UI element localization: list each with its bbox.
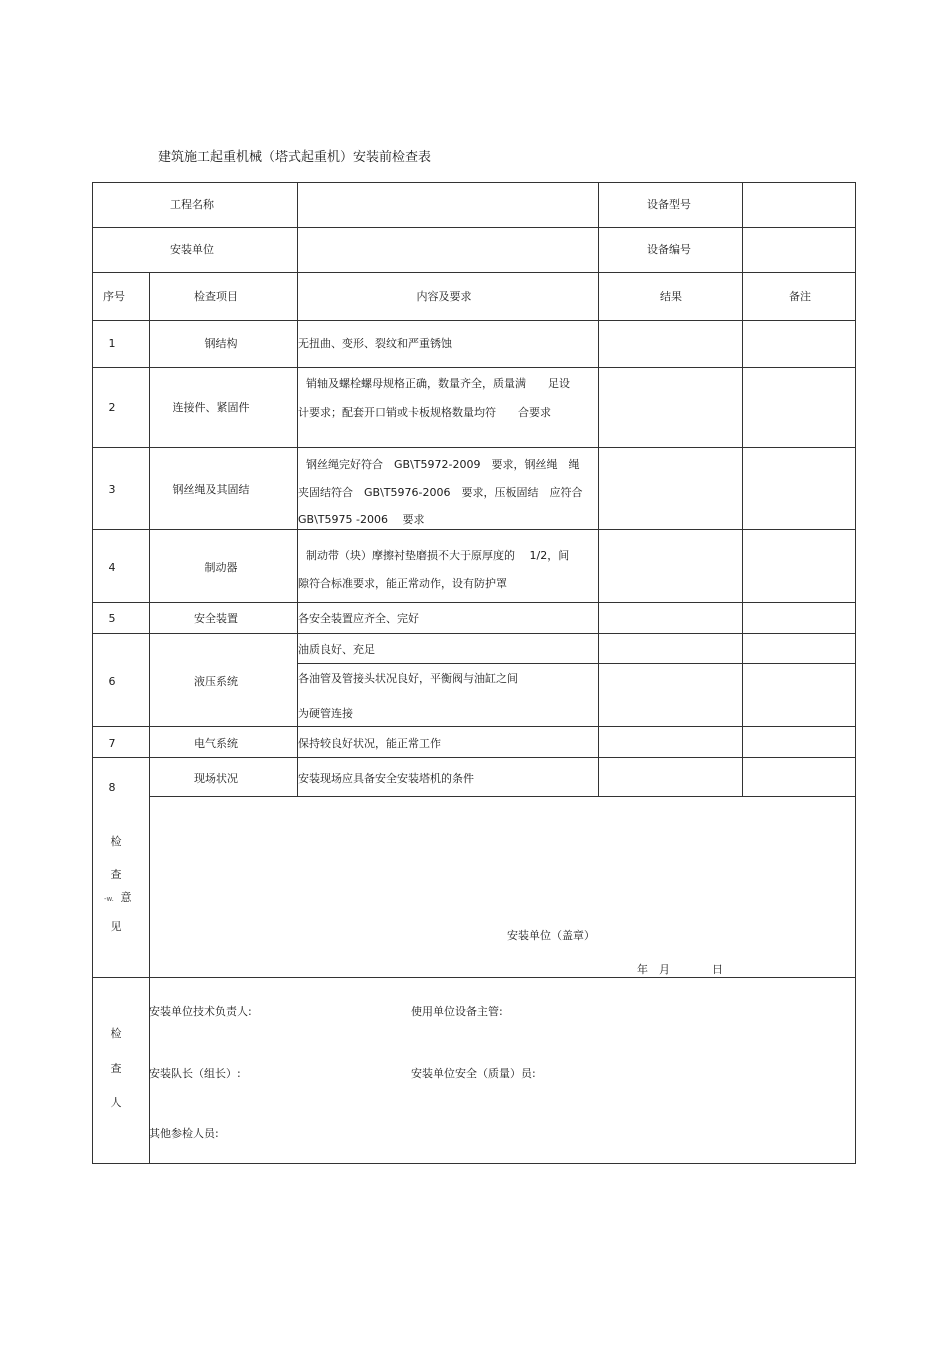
row-3-content-line-2: 夹固结符合 GB\T5976-2006 要求，压板固结 应符合 bbox=[298, 486, 583, 499]
row-7-content-line-1: 保持较良好状况，能正常工作 bbox=[298, 737, 441, 750]
row-6-content-line-1: 油质良好、充足 bbox=[298, 643, 375, 656]
rule-row8 bbox=[149, 796, 856, 797]
row-5-content-line-1: 各安全装置应齐全、完好 bbox=[298, 612, 419, 625]
date-year-month: 年 月 bbox=[637, 963, 670, 976]
install-unit-label: 安装单位 bbox=[170, 243, 214, 256]
col-header-no: 序号 bbox=[103, 290, 125, 303]
safety-officer-field: 安装单位安全（质量）员: bbox=[411, 1067, 536, 1080]
opinion-label-char-4: 见 bbox=[110, 920, 122, 933]
other-inspectors-field: 其他参检人员: bbox=[149, 1127, 219, 1140]
row-7-item: 电气系统 bbox=[194, 737, 238, 750]
col-header-content: 内容及要求 bbox=[416, 290, 472, 303]
col-header-remark: 备注 bbox=[789, 290, 811, 303]
row-7-no: 7 bbox=[108, 737, 116, 750]
row-5-item: 安全装置 bbox=[194, 612, 238, 625]
rule-opinion bbox=[92, 977, 856, 978]
user-equipment-manager-field: 使用单位设备主管: bbox=[411, 1005, 503, 1018]
row-3-content-line-1: 钢丝绳完好符合 GB\T5972-2009 要求，钢丝绳 绳 bbox=[306, 458, 580, 471]
row-2-content-line-1: 销轴及螺栓螺母规格正确，数量齐全，质量满 足设 bbox=[306, 377, 570, 390]
col-rule-1 bbox=[149, 272, 150, 1164]
row-3-item: 钢丝绳及其固结 bbox=[172, 483, 250, 496]
row-5-no: 5 bbox=[108, 612, 116, 625]
rule-row6-inner bbox=[297, 663, 856, 664]
col-rule-3 bbox=[598, 182, 599, 796]
project-name-label: 工程名称 bbox=[170, 198, 214, 211]
team-leader-field: 安装队长（组长）: bbox=[149, 1067, 241, 1080]
date-day: 日 bbox=[712, 963, 723, 976]
stamp-text: 安装单位（盖章） bbox=[507, 929, 595, 942]
row-8-item: 现场状况 bbox=[194, 772, 238, 785]
row-4-content-line-2: 隙符合标准要求，能正常动作，设有防护罩 bbox=[298, 577, 507, 590]
opinion-label-char-1: 检 bbox=[110, 835, 122, 848]
col-rule-4 bbox=[742, 182, 743, 796]
row-3-content-line-3: GB\T5975 -2006 要求 bbox=[298, 513, 425, 526]
row-8-content-line-1: 安装现场应具备安全安装塔机的条件 bbox=[298, 772, 474, 785]
row-2-item: 连接件、紧固件 bbox=[172, 401, 250, 414]
row-8-no: 8 bbox=[108, 781, 116, 794]
row-2-content-line-2: 计要求；配套开口销或卡板规格数量均符 合要求 bbox=[298, 406, 551, 419]
row-2-no: 2 bbox=[108, 401, 116, 414]
inspectors-label-char-1: 检 bbox=[110, 1027, 122, 1040]
opinion-label-char-3: 意 bbox=[120, 891, 132, 904]
inspectors-label-char-2: 查 bbox=[110, 1062, 122, 1075]
row-6-item: 液压系统 bbox=[194, 675, 238, 688]
tech-lead-field: 安装单位技术负责人: bbox=[149, 1005, 252, 1018]
row-1-no: 1 bbox=[108, 337, 116, 350]
row-4-item: 制动器 bbox=[204, 561, 238, 574]
row-4-content-line-1: 制动带（块）摩擦衬垫磨损不大于原厚度的 1/2，间 bbox=[306, 549, 570, 562]
row-6-content-line-2: 各油管及管接头状况良好，平衡阀与油缸之间 bbox=[298, 672, 518, 685]
inspectors-label-char-3: 人 bbox=[110, 1096, 122, 1109]
row-6-content-line-3: 为硬管连接 bbox=[298, 707, 353, 720]
equipment-model-label: 设备型号 bbox=[647, 198, 691, 211]
row-1-item: 钢结构 bbox=[204, 337, 238, 350]
equipment-no-label: 设备编号 bbox=[647, 243, 691, 256]
row-1-content-line-1: 无扭曲、变形、裂纹和严重锈蚀 bbox=[298, 337, 452, 350]
row-6-no: 6 bbox=[108, 675, 116, 688]
opinion-label-char-2: 查 bbox=[110, 868, 122, 881]
row-3-no: 3 bbox=[108, 483, 116, 496]
row-4-no: 4 bbox=[108, 561, 116, 574]
col-header-result: 结果 bbox=[660, 290, 682, 303]
opinion-stray-mark: -w. bbox=[104, 895, 114, 903]
col-header-item: 检查项目 bbox=[194, 290, 238, 303]
page-title: 建筑施工起重机械（塔式起重机）安装前检查表 bbox=[158, 150, 432, 165]
